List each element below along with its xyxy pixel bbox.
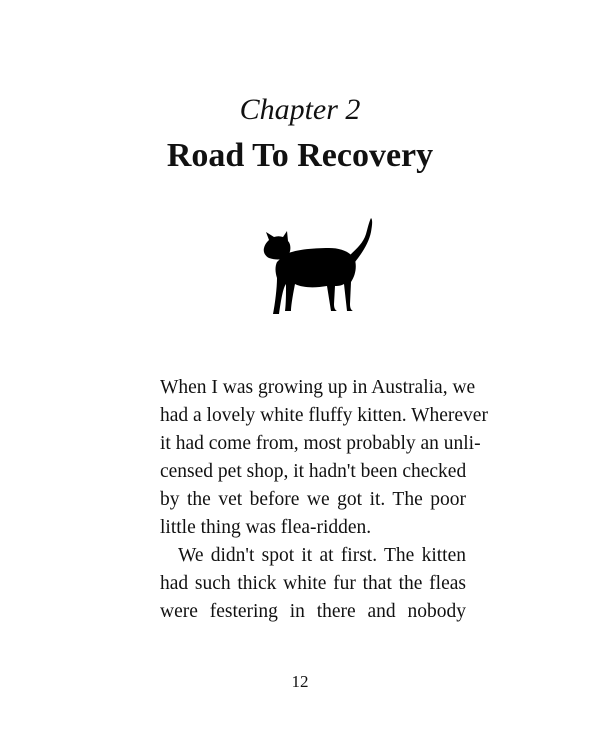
text-line: When I was growing up in Australia, we bbox=[160, 377, 476, 398]
text-line: were festering in there and nobody bbox=[160, 601, 466, 622]
chapter-label: Chapter 2 bbox=[239, 93, 361, 126]
text-line: little thing was flea-ridden. bbox=[160, 517, 372, 538]
page-number: 12 bbox=[291, 672, 309, 691]
text-line: by the vet before we got it. The poor bbox=[160, 489, 466, 510]
body-text bbox=[160, 374, 488, 626]
cat-silhouette-icon bbox=[255, 214, 375, 320]
text-line: We didn't spot it at first. The kitten bbox=[178, 545, 466, 566]
text-line: had such thick white fur that the fleas bbox=[160, 573, 466, 594]
text-line: it had come from, most probably an unli- bbox=[160, 433, 481, 454]
chapter-title: Road To Recovery bbox=[166, 137, 434, 174]
text-line: censed pet shop, it hadn't been checked bbox=[160, 461, 467, 482]
text-line: had a lovely white fluffy kitten. Wherever bbox=[160, 405, 488, 426]
